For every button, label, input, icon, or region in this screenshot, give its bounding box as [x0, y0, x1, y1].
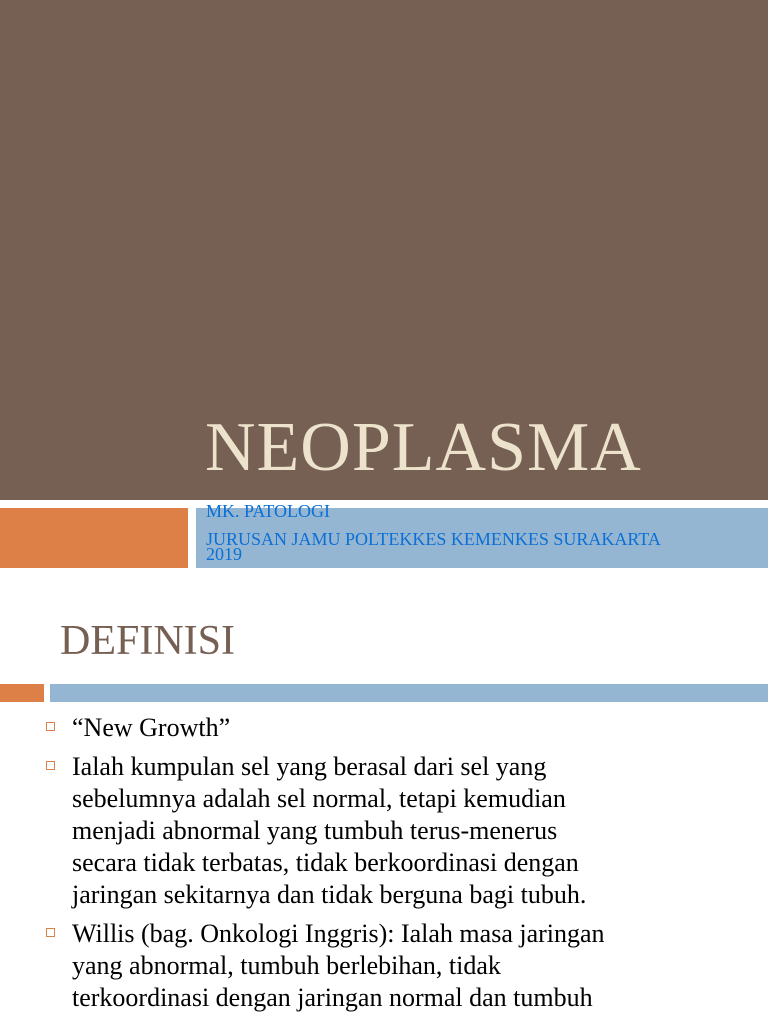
- bullet-line: terkoordinasi dengan jaringan normal dan tumbuh: [72, 983, 593, 1012]
- slide-subtitle: [206, 501, 762, 565]
- bullet-item: [46, 712, 746, 744]
- bullet-line: Ialah kumpulan sel yang berasal dari sel yang: [72, 752, 547, 781]
- slide-title: NEOPLASMA: [205, 409, 642, 486]
- orange-accent-bar: [0, 684, 44, 702]
- bullet-text: [72, 918, 692, 1014]
- hollow-square-bullet-icon: [46, 928, 55, 937]
- bullet-line: secara tidak terbatas, tidak berkoordinasi dengan: [72, 848, 579, 877]
- subtitle-year: 2019: [206, 544, 242, 564]
- hollow-square-bullet-icon: [46, 722, 55, 731]
- bullet-line: “New Growth”: [72, 713, 231, 742]
- subtitle-course: MK. PATOLOGI: [206, 501, 331, 521]
- definition-slide: [0, 584, 768, 1024]
- bullet-text: [72, 751, 692, 911]
- bullet-text: [72, 712, 692, 744]
- blue-accent-bar: [50, 684, 768, 702]
- slide-heading: DEFINISI: [60, 618, 235, 664]
- bullet-item: [46, 918, 746, 1014]
- orange-accent-bar: [0, 508, 188, 568]
- subtitle-institution: JURUSAN JAMU POLTEKKES KEMENKES SURAKARTA: [206, 529, 661, 549]
- bullet-line: sebelumnya adalah sel normal, tetapi kemudian: [72, 784, 566, 813]
- bullet-list: [46, 712, 746, 1021]
- bullet-item: [46, 751, 746, 911]
- bullet-line: jaringan sekitarnya dan tidak berguna bagi tubuh.: [72, 880, 587, 909]
- bullet-line: yang abnormal, tumbuh berlebihan, tidak: [72, 951, 501, 980]
- bullet-line: Willis (bag. Onkologi Inggris): Ialah masa jaringan: [72, 919, 605, 948]
- bullet-line: menjadi abnormal yang tumbuh terus-menerus: [72, 816, 558, 845]
- hollow-square-bullet-icon: [46, 761, 55, 770]
